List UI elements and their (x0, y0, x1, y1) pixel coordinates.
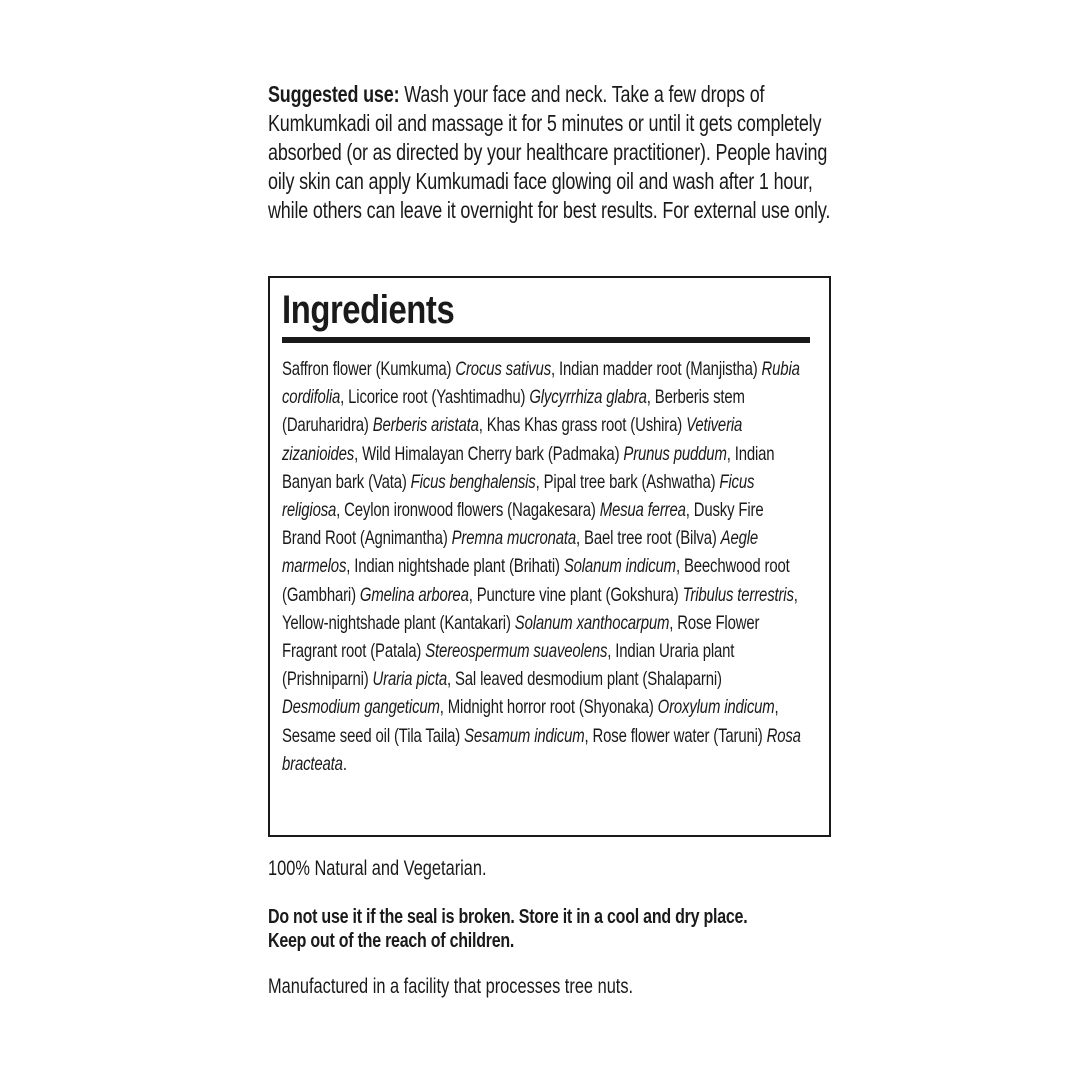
ingredient-scientific-name: Gmelina arborea (359, 583, 469, 606)
ingredient-common-name: Rose Flower Fragrant root (Patala) (282, 611, 760, 663)
ingredient-scientific-name: Prunus puddum (623, 442, 727, 465)
warning-statement (268, 905, 838, 953)
ingredient-common-name: Bael tree root (Bilva) (584, 527, 721, 550)
ingredient-scientific-name: Premna mucronata (451, 527, 577, 550)
ingredient-scientific-name: Tribulus terrestris (682, 583, 794, 606)
ingredient-item (477, 584, 794, 606)
ingredient-scientific-name: Ficus religiosa (282, 470, 755, 522)
suggested-use-text: Wash your face and neck. Take a few drops of Kumkumkadi oil and massage it for 5 minutes or until it gets completely absorbed (or as directed by your healthcare practitioner). People having oily skin can apply Kumkumadi face glowing oil and wash after 1 hour, while others can leave it overnight for best results. For external use only. (268, 81, 831, 223)
ingredient-common-name: Sesame seed oil (Tila Taila) (282, 724, 465, 747)
ingredient-scientific-name: Uraria picta (372, 668, 448, 691)
ingredient-common-name: Indian Uraria plant (Prishniparni) (282, 640, 735, 691)
warning-line-1: Do not use it if the seal is broken. Store it in a cool and dry place. (268, 905, 748, 928)
ingredient-common-name: Midnight horror root (Shyonaka) (447, 696, 658, 719)
ingredient-scientific-name: Sesamum indicum (464, 724, 585, 747)
suggested-use-paragraph (268, 80, 838, 225)
ingredient-common-name: Wild Himalayan Cherry bark (Padmaka) (362, 442, 624, 465)
ingredients-title: Ingredients (282, 288, 455, 332)
suggested-use-label: Suggested use: (268, 81, 400, 107)
ingredient-item (362, 443, 727, 465)
ingredients-list: Saffron flower (Kumkuma) Crocus sativus, Indian madder root (Manjistha) Rubia cordifolia, Licorice root (Yashtimadhu) Glycyrrhiza glabra, Berberis stem (Daruharidra) Berberis aristata, Khas Khas grass root (Ushira) Vetiveria zizanioides, Wild Himalayan Cherry bark (Padmaka) Prunus puddum, Indian Banyan bark (Vata) Ficus benghalensis, Pipal tree bark (Ashwatha) Ficus religiosa, Ceylon ironwood flowers (Nagakesara) Mesua ferrea, Dusky Fire Brand Root (Agnimantha) Premna mucronata, Bael tree root (Bilva) Aegle marmelos, Indian nightshade plant (Brihati) Solanum indicum, Beechwood root (Gambhari) Gmelina arborea, Puncture vine plant (Gokshura) Tribulus terrestris, Yellow-nightshade plant (Kantakari) Solanum xanthocarpum, Rose Flower Fragrant root (Patala) Stereospermum suaveolens, Indian Uraria plant (Prishniparni) Uraria picta, Sal leaved desmodium plant (Shalaparni) Desmodium gangeticum, Midnight horror root (Shyonaka) Oroxylum indicum, Sesame seed oil (Tila Taila) Sesamum indicum, Rose flower water (Taruni) Rosa bracteata. (282, 358, 801, 775)
ingredient-common-name: Dusky Fire Brand Root (Agnimantha) (282, 499, 764, 550)
ingredient-scientific-name: Crocus sativus (455, 358, 552, 380)
ingredient-item (348, 386, 647, 408)
facility-statement: Manufactured in a facility that processes tree nuts. (268, 975, 634, 998)
natural-statement: 100% Natural and Vegetarian. (268, 857, 487, 880)
ingredient-scientific-name: Ficus benghalensis (410, 470, 536, 493)
ingredient-item (282, 612, 669, 634)
ingredient-common-name: Saffron flower (Kumkuma) (282, 358, 456, 380)
ingredient-item (282, 358, 551, 380)
ingredient-item (448, 696, 775, 718)
ingredient-scientific-name: Solanum indicum (563, 555, 676, 578)
ingredient-common-name: Indian madder root (Manjistha) (558, 358, 762, 380)
ingredients-rule (282, 337, 810, 343)
ingredient-item (282, 725, 585, 747)
ingredient-common-name: Yellow-nightshade plant (Kantakari) (282, 611, 515, 634)
ingredient-scientific-name: Mesua ferrea (599, 499, 686, 522)
ingredient-common-name: Khas Khas grass root (Ushira) (486, 414, 687, 437)
ingredient-scientific-name: Berberis aristata (372, 414, 479, 437)
ingredient-scientific-name: Stereospermum suaveolens (425, 640, 608, 663)
ingredient-common-name: Licorice root (Yashtimadhu) (348, 386, 530, 409)
ingredient-item (344, 499, 686, 521)
ingredient-scientific-name: Rubia cordifolia (282, 358, 800, 409)
ingredient-scientific-name: Solanum xanthocarpum (514, 611, 670, 634)
ingredient-common-name: Pipal tree bark (Ashwatha) (543, 470, 720, 493)
ingredient-common-name: Puncture vine plant (Gokshura) (476, 583, 683, 606)
ingredient-common-name: Indian Banyan bark (Vata) (282, 442, 775, 493)
ingredient-scientific-name: Glycyrrhiza glabra (529, 386, 647, 409)
ingredient-item (354, 555, 676, 577)
ingredient-common-name: Indian nightshade plant (Brihati) (354, 555, 564, 578)
ingredient-common-name: Ceylon ironwood flowers (Nagakesara) (344, 499, 600, 522)
ingredient-scientific-name: Oroxylum indicum (657, 696, 775, 719)
ingredient-scientific-name: Desmodium gangeticum (282, 696, 440, 719)
warning-line-2: Keep out of the reach of children. (268, 929, 515, 952)
ingredients-box (268, 276, 831, 837)
ingredient-scientific-name: Aegle marmelos (282, 527, 759, 578)
ingredient-common-name: Sal leaved desmodium plant (Shalaparni) (454, 668, 722, 691)
ingredient-common-name: Beechwood root (Gambhari) (282, 555, 790, 606)
ingredient-common-name: Berberis stem (Daruharidra) (282, 386, 745, 437)
ingredient-scientific-name: Vetiveria zizanioides (282, 414, 743, 465)
ingredient-common-name: Rose flower water (Taruni) (592, 724, 767, 747)
ingredient-scientific-name: Rosa bracteata (282, 724, 801, 775)
